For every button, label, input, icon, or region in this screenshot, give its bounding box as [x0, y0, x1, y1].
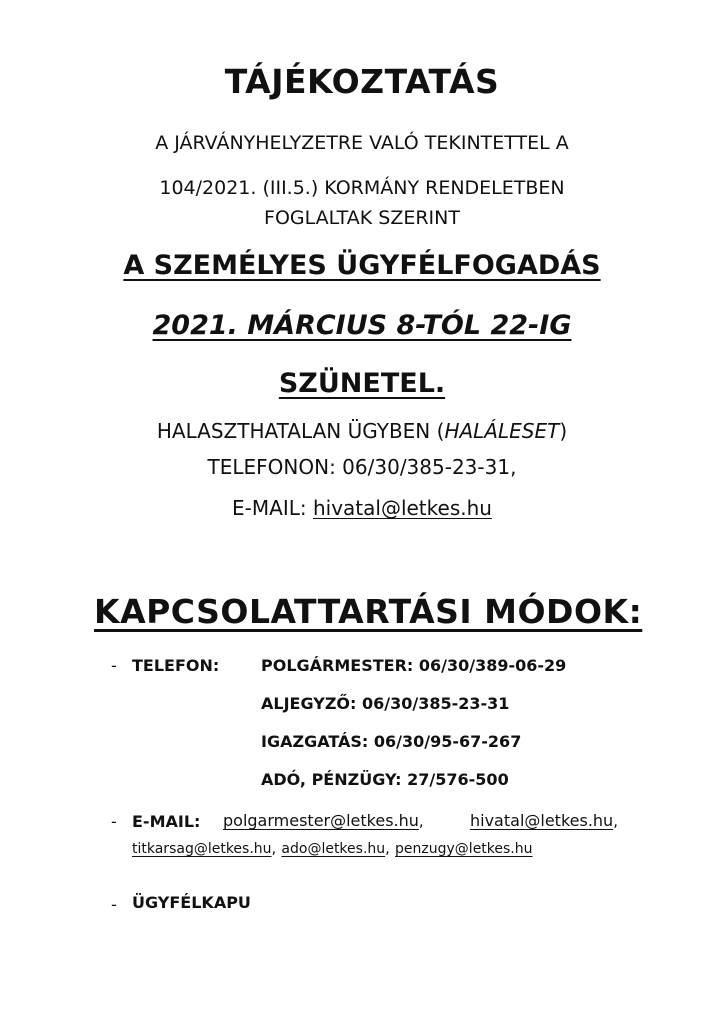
urgent-email-line: [0, 496, 724, 520]
email-row-2: [132, 838, 533, 857]
urgent-email-label: E-MAIL:: [232, 496, 313, 520]
headline-reception: A SZEMÉLYES ÜGYFÉLFOGADÁS: [123, 250, 601, 281]
bullet-dash: -: [111, 895, 117, 914]
headline-dates: 2021. MÁRCIUS 8-TÓL 22-IG: [152, 310, 572, 341]
bullet-dash: -: [111, 656, 117, 675]
urgent-case-italic: HALÁLESET: [444, 419, 560, 443]
phone-deputy-notary: ALJEGYZŐ: 06/30/385-23-31: [261, 694, 510, 713]
intro-line-2: 104/2021. (III.5.) KORMÁNY RENDELETBEN: [159, 177, 565, 199]
email-link-secretary[interactable]: titkarsag@letkes.hu: [132, 841, 272, 857]
client-gateway-label: ÜGYFÉLKAPU: [132, 893, 251, 912]
email-separator: ,: [271, 839, 277, 857]
urgent-phone-line: TELEFONON: 06/30/385-23-31,: [207, 455, 517, 479]
bullet-dash: -: [111, 812, 117, 831]
urgent-case-line: [0, 419, 724, 443]
notice-title: TÁJÉKOZTATÁS: [224, 62, 500, 101]
phone-tax-finance: ADÓ, PÉNZÜGY: 27/576-500: [261, 770, 509, 789]
email-separator: ,: [385, 839, 390, 857]
email-link-tax[interactable]: ado@letkes.hu: [281, 841, 386, 857]
intro-line-3: FOGLALTAK SZERINT: [264, 207, 460, 229]
headline-suspended: SZÜNETEL.: [278, 368, 446, 399]
phone-label: TELEFON:: [132, 656, 220, 675]
email-row-1b: [470, 811, 618, 830]
email-link-mayor[interactable]: polgarmester@letkes.hu: [223, 811, 419, 830]
email-separator: ,: [418, 812, 424, 830]
email-row-1: [223, 811, 424, 830]
intro-line-1: A JÁRVÁNYHELYZETRE VALÓ TEKINTETTEL A: [155, 132, 569, 154]
phone-administration: IGAZGATÁS: 06/30/95-67-267: [261, 732, 522, 751]
email-link-finance[interactable]: penzugy@letkes.hu: [395, 841, 533, 857]
email-label: E-MAIL:: [132, 812, 201, 831]
contacts-heading: KAPCSOLATTARTÁSI MÓDOK:: [94, 592, 643, 631]
phone-mayor: POLGÁRMESTER: 06/30/389-06-29: [261, 656, 567, 675]
email-separator: ,: [613, 812, 618, 830]
email-link-office[interactable]: hivatal@letkes.hu: [470, 811, 614, 830]
urgent-email-link[interactable]: hivatal@letkes.hu: [312, 496, 492, 520]
urgent-case-suffix: ): [559, 419, 568, 443]
urgent-case-prefix: HALASZTHATALAN ÜGYBEN (: [156, 419, 445, 443]
